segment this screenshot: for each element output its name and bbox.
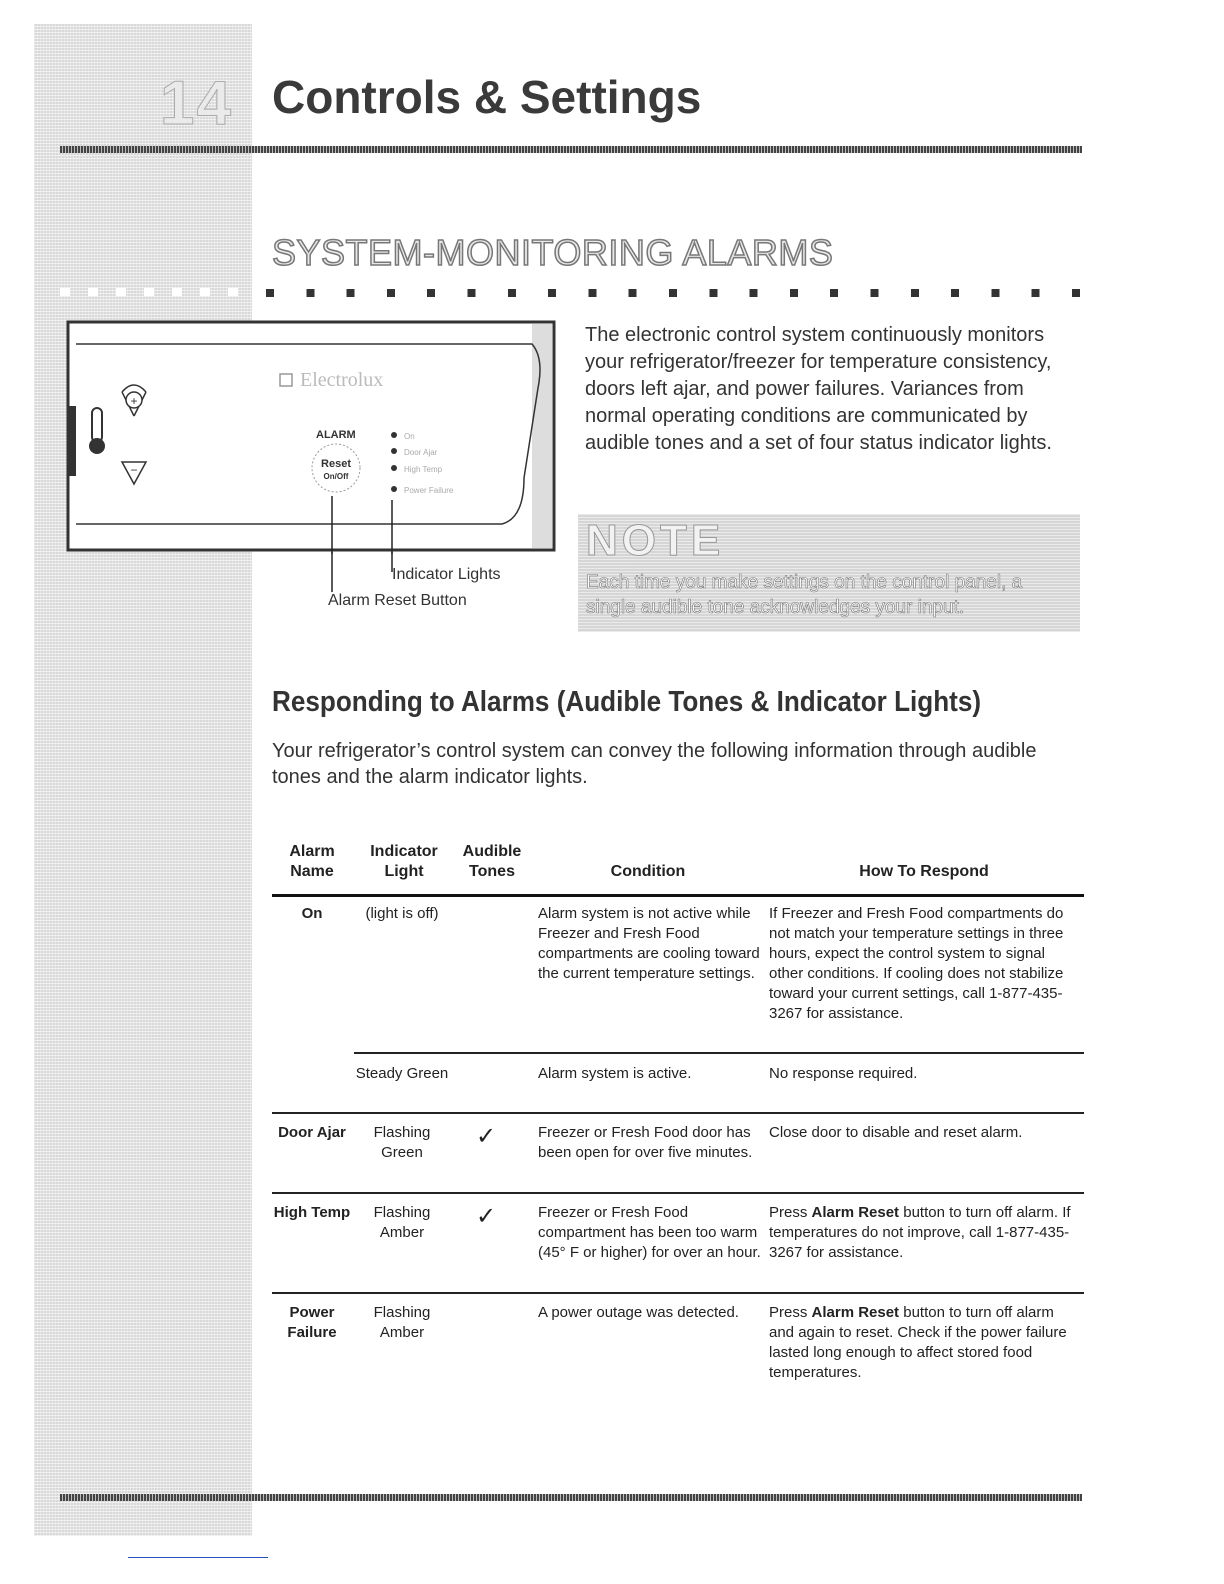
light-label-on: On: [404, 432, 415, 441]
brand-name: Electrolux: [300, 369, 384, 391]
header-divider: [60, 146, 1082, 153]
callout-leader-lines: [330, 552, 400, 594]
light-dot-high-temp: [391, 465, 397, 471]
header-rule: [272, 894, 1084, 897]
header-alarm-name: Alarm Name: [289, 843, 335, 880]
row-respond-on: If Freezer and Fresh Food compartments do not match your temperature settings in three hours, expect the control system to signal other conditions. If cooling does not stabilize toward your current settings, call 1-877-435-3267 for assistance.: [769, 905, 1064, 1022]
indicator-lights-callout: Indicator Lights: [392, 566, 501, 583]
row-respond-steady-green: No response required.: [769, 1065, 918, 1082]
responding-intro: Your refrigerator’s control system can convey the following information through audible tones and the alarm indicator lights.: [272, 740, 1037, 788]
plus-symbol: +: [130, 394, 138, 408]
footer-line: [128, 1557, 268, 1558]
header-condition: Condition: [610, 863, 686, 880]
page-number: 14: [160, 69, 233, 138]
row-respond-high-temp: Press Alarm Reset button to turn off alarm. If temperatures do not improve, call 1-877-435-3267 for assistance.: [769, 1204, 1071, 1261]
header-audible-tones: Audible Tones: [462, 843, 522, 880]
control-panel-illustration: [62, 318, 558, 554]
header-how-to-respond: How To Respond: [859, 863, 989, 880]
row-respond-power-failure: Press Alarm Reset button to turn off alarm and again to reset. Check if the power failure lasted long enough to affect stored food temperatures.: [769, 1304, 1067, 1381]
minus-symbol: −: [130, 463, 138, 477]
row-condition-on: Alarm system is not active while Freezer and Fresh Food compartments are cooling toward the current temperature settings.: [538, 905, 760, 982]
row-condition-door-ajar: Freezer or Fresh Food door has been open for over five minutes.: [538, 1124, 753, 1161]
row-divider: [272, 1292, 1084, 1294]
onoff-text: On/Off: [323, 472, 349, 481]
light-dot-on: [391, 432, 397, 438]
row-name-power-failure: Power Failure: [287, 1304, 337, 1341]
responding-title: Responding to Alarms (Audible Tones & Indicator Lights): [272, 686, 982, 718]
reset-text: Reset: [321, 458, 351, 470]
light-dot-door-ajar: [391, 448, 397, 454]
row-light-steady-green: Steady Green: [355, 1065, 449, 1082]
page-title: Controls & Settings: [272, 71, 702, 123]
row-light-on: (light is off): [365, 905, 439, 922]
note-box: [578, 514, 1080, 632]
row-condition-power-failure: A power outage was detected.: [538, 1304, 739, 1321]
row-divider: [272, 1112, 1084, 1114]
footer-divider: [60, 1494, 1082, 1501]
row-condition-high-temp: Freezer or Fresh Food compartment has been too warm (45° F or higher) for over an hour.: [538, 1204, 761, 1261]
row-name-high-temp: High Temp: [273, 1204, 351, 1221]
row-respond-door-ajar: Close door to disable and reset alarm.: [769, 1124, 1023, 1141]
row-condition-steady-green: Alarm system is active.: [538, 1065, 692, 1082]
row-divider: [272, 1192, 1084, 1194]
light-label-door-ajar: Door Ajar: [404, 448, 438, 457]
row-light-power-failure: Flashing Amber: [373, 1304, 431, 1341]
light-label-high-temp: High Temp: [404, 465, 443, 474]
reset-button-icon: [312, 444, 360, 492]
row-light-door-ajar: Flashing Green: [373, 1124, 431, 1161]
check-icon: ✓: [475, 1123, 497, 1150]
row-light-high-temp: Flashing Amber: [373, 1204, 431, 1241]
thermometer-icon: [89, 408, 105, 454]
alarm-label: ALARM: [316, 429, 356, 441]
light-label-power-failure: Power Failure: [404, 486, 454, 495]
header-indicator-light: Indicator Light: [370, 843, 438, 880]
light-dot-power-failure: [391, 486, 397, 492]
row-divider: [354, 1052, 1084, 1054]
dot-divider: [266, 289, 1084, 297]
note-title: NOTE: [586, 516, 725, 565]
row-name-on: On: [301, 905, 323, 922]
check-icon: ✓: [475, 1203, 497, 1230]
sidebar-band: [34, 24, 252, 1536]
row-name-door-ajar: Door Ajar: [278, 1124, 346, 1141]
dot-divider-left: [60, 288, 250, 296]
note-text: Each time you make settings on the control panel, a single audible tone acknowledges your input.: [586, 572, 1023, 618]
alarm-reset-callout: Alarm Reset Button: [328, 592, 467, 609]
section-title: SYSTEM-MONITORING ALARMS: [272, 232, 834, 273]
intro-paragraph: The electronic control system continuously monitors your refrigerator/freezer for temperature consistency, doors left ajar, and power failures. Variances from normal operating conditions are communicated by audible tones and a set of four status indicator lights.: [585, 324, 1052, 454]
